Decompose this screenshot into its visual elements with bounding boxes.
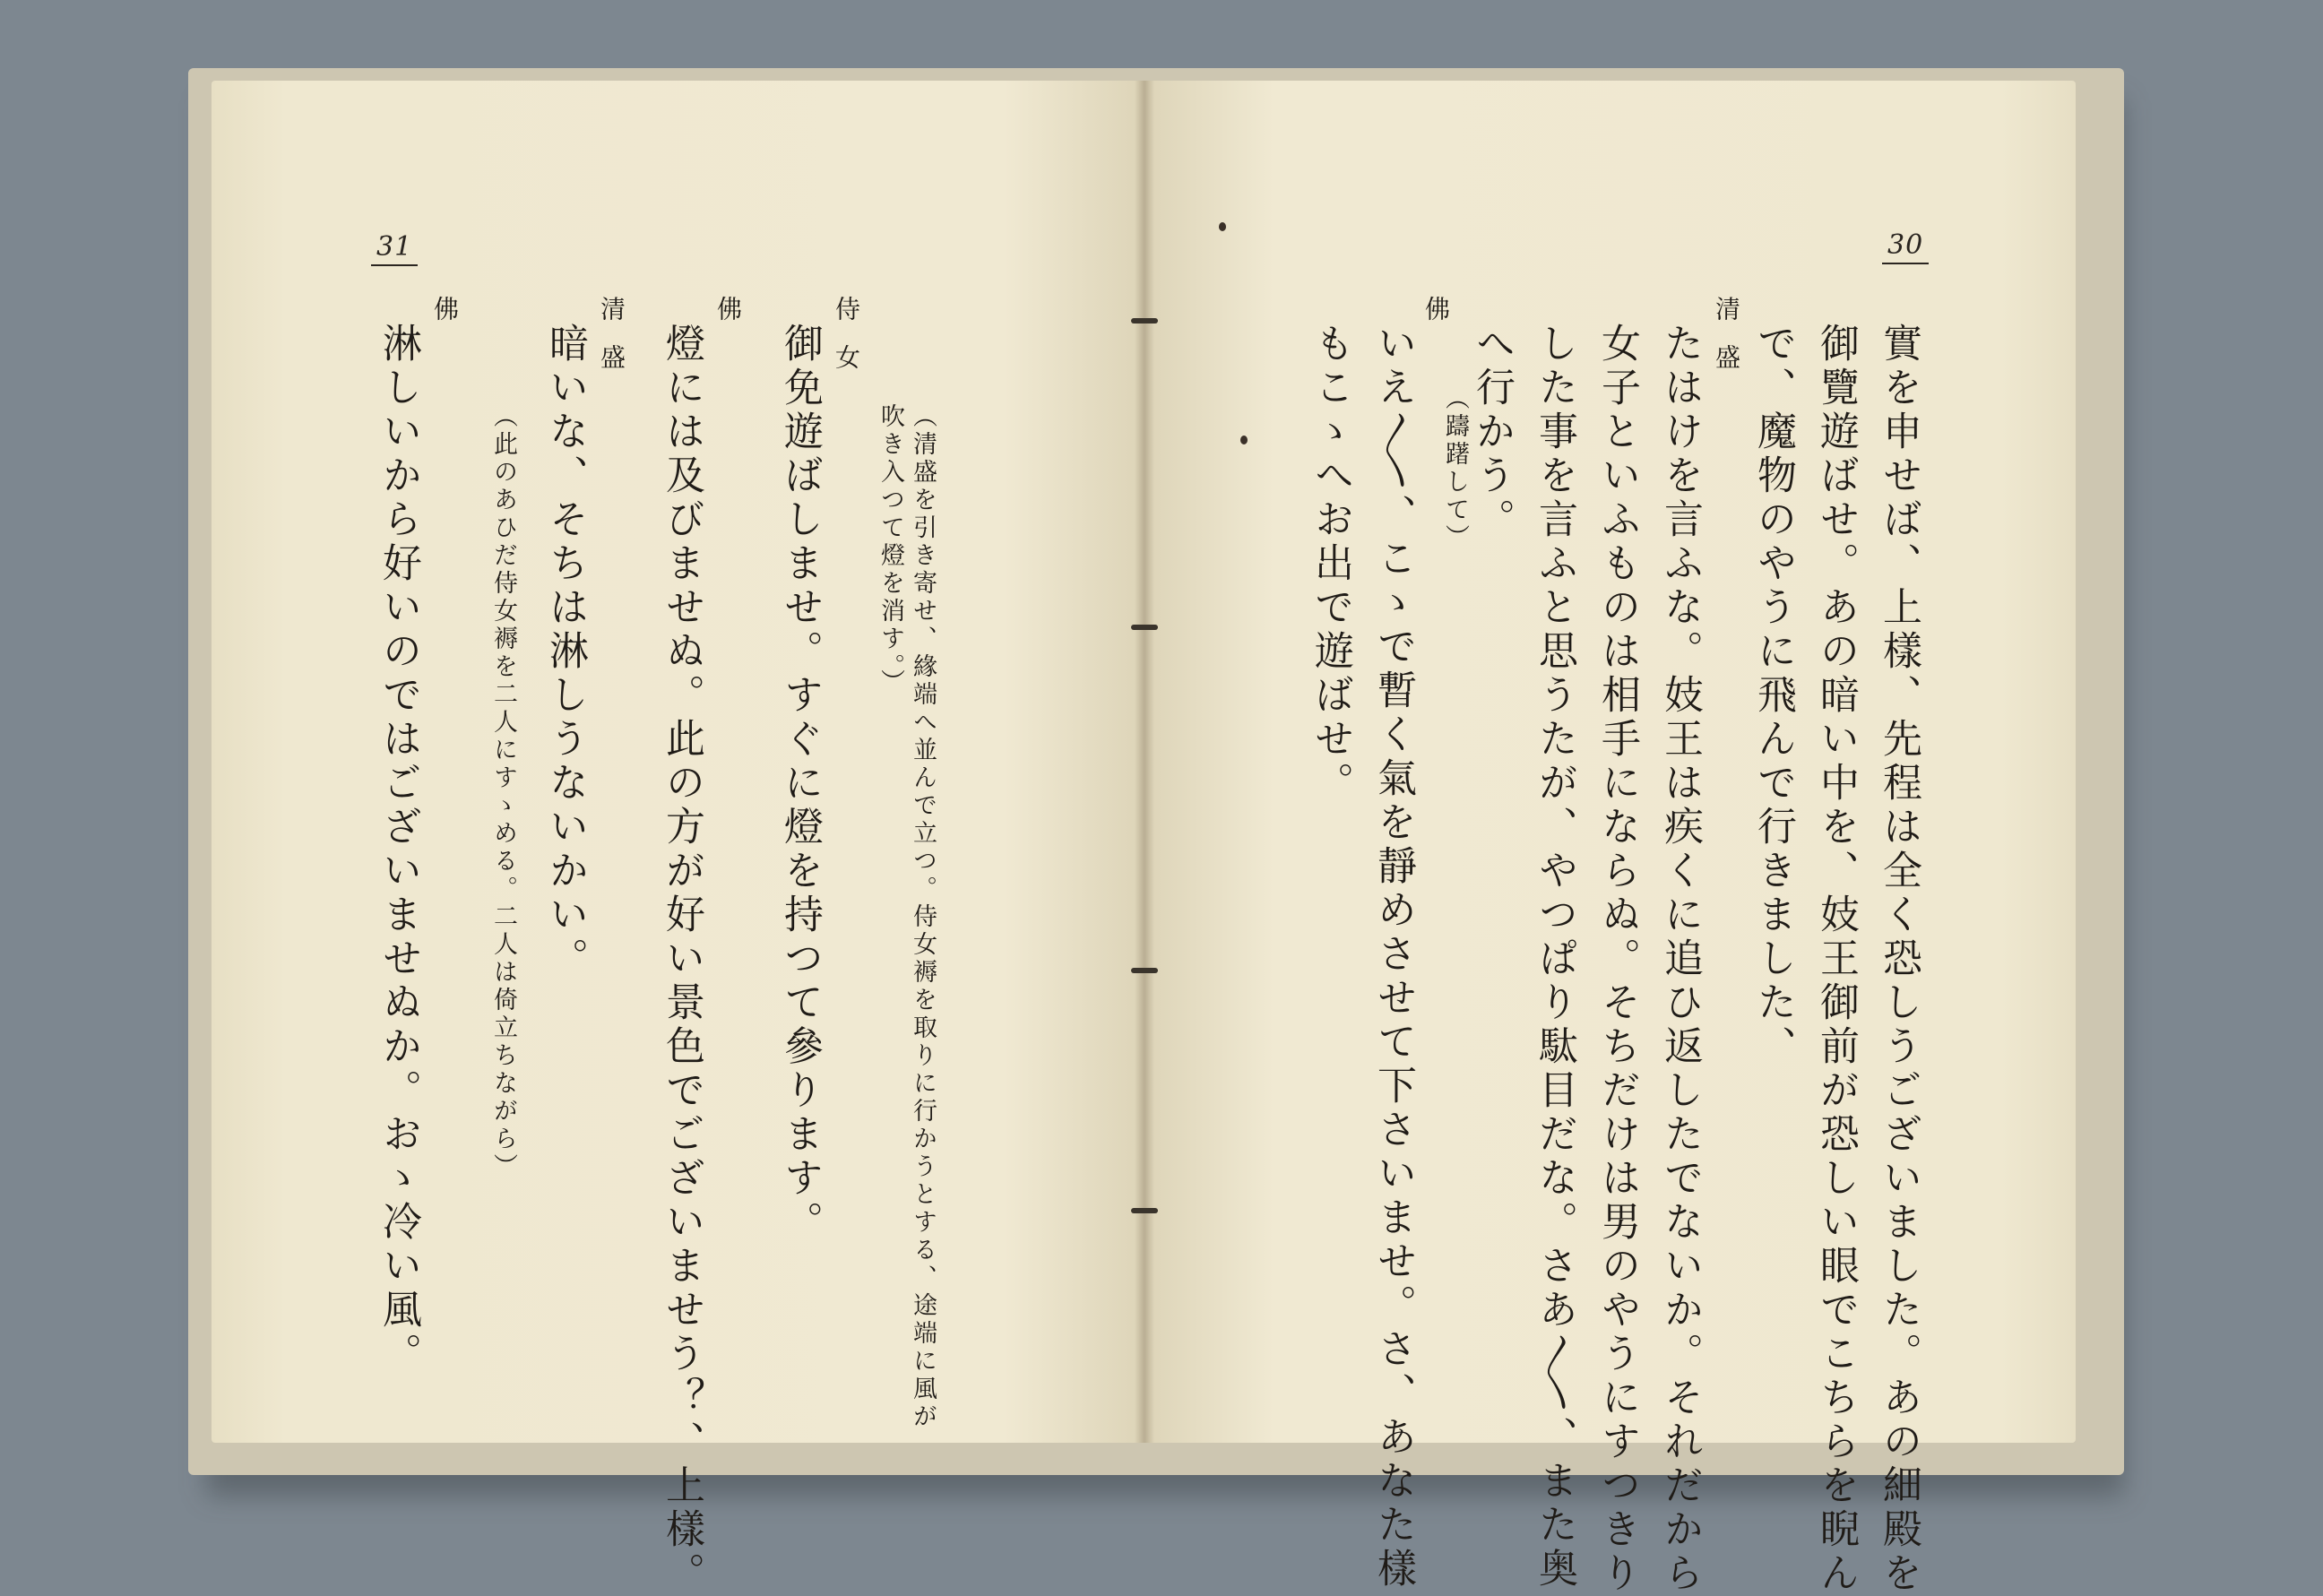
dialogue-line: たはけを言ふな。妓王は疾くに追ひ返したでないか。それだから <box>1657 323 1703 1596</box>
dialogue-line: 淋しいから好いのではございませぬか。おゝ冷い風。 <box>376 323 421 1376</box>
dialogue-line: 燈には及びませぬ。此の方が好い景色でございませう？、上樣。 <box>659 323 704 1596</box>
paper-speck <box>1240 436 1248 444</box>
stage-direction-line: （清盛を引き寄せ、緣端へ並んで立つ。侍女褥を取りに行かうとする、途端に風が <box>909 403 937 1431</box>
page-number-right: 30 <box>1882 229 1929 264</box>
right-page <box>1144 81 2076 1596</box>
dialogue-line: いえ〱、こゝで暫く氣を靜めさせて下さいませ。さ、あなた樣 <box>1370 323 1416 1592</box>
dialogue-line: 御免遊ばしませ。すぐに燈を持つて參ります。 <box>777 323 823 1245</box>
dialogue-line: した事を言ふと思うたが、やつぱり駄目だな。さあ〱、また奥 <box>1532 323 1577 1592</box>
page-number-left: 31 <box>371 231 418 266</box>
dialogue-line: もこゝへお出で遊ばせ。 <box>1308 323 1353 806</box>
binding-stitch <box>1131 625 1158 630</box>
stage-direction-line: （此のあひだ侍女褥を二人にすゝめる。二人は倚立ちながら） <box>489 403 517 1181</box>
dialogue-line: 御覽遊ばせ。あの暗い中を、妓王御前が恐しい眼でこちらを睨ん <box>1813 323 1859 1596</box>
stage-direction-line: （躊躇して） <box>1441 385 1469 552</box>
binding-stitch <box>1131 968 1158 973</box>
paper-speck <box>1219 222 1226 231</box>
speaker-label: 清盛 <box>1712 296 1741 393</box>
book-gutter <box>1135 81 1154 1443</box>
stage-direction-line: 吹き入つて燈を消す。） <box>877 403 904 697</box>
speaker-label: 佛 <box>713 296 743 344</box>
binding-stitch <box>1131 318 1158 324</box>
binding-stitch <box>1131 1208 1158 1213</box>
speaker-label: 清盛 <box>597 296 626 393</box>
speaker-label: 佛 <box>430 296 460 344</box>
speaker-label: 侍女 <box>832 296 861 393</box>
dialogue-line: で、魔物のやうに飛んで行きました、 <box>1750 323 1796 1069</box>
left-page <box>212 81 1144 1596</box>
dialogue-line: 女子といふものは相手にならぬ。そちだけは男のやうにすつきり <box>1594 323 1640 1596</box>
speaker-label: 佛 <box>1421 296 1451 344</box>
dialogue-line: 實を申せば、上樣、先程は全く恐しうございました。あの細殿を <box>1876 323 1921 1596</box>
dialogue-line: 暗いな、そちは淋しうないかい。 <box>542 323 588 981</box>
dialogue-line: へ行かう。 <box>1469 323 1515 542</box>
